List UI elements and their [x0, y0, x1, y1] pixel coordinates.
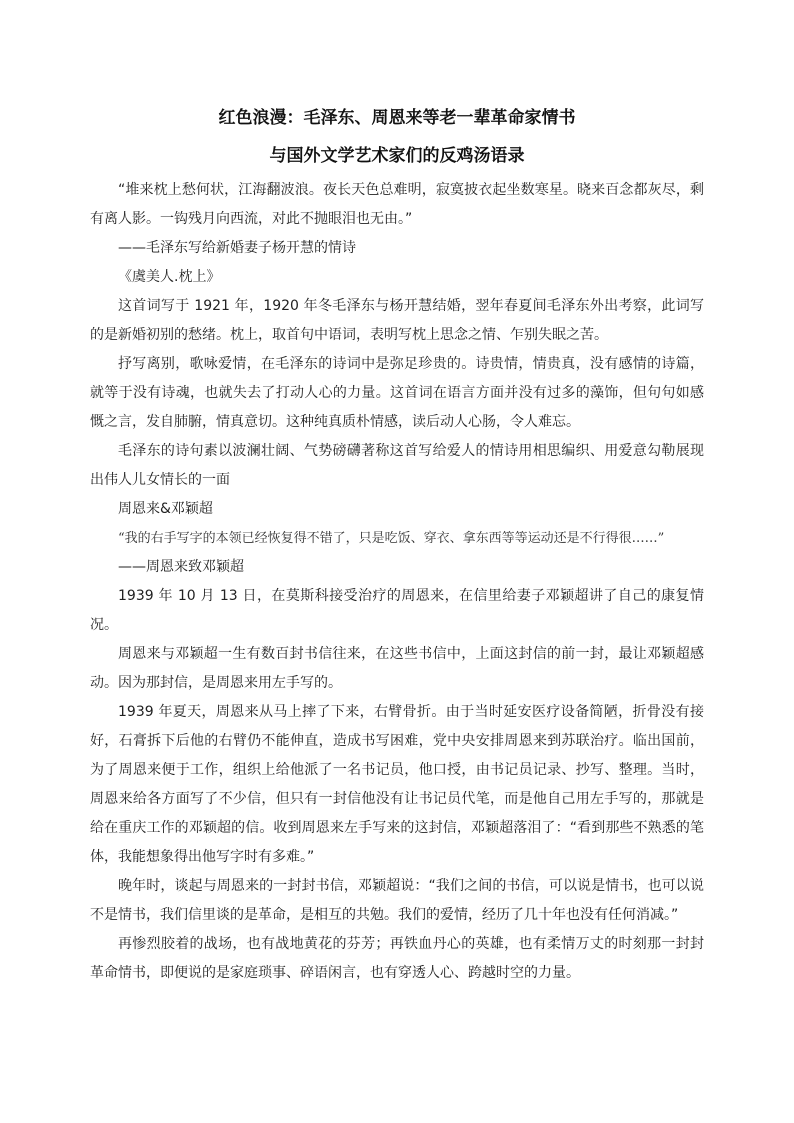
section-heading-zhou-deng: 周恩来&邓颖超 — [118, 501, 213, 517]
document-title-line-2: 与国外文学艺术家们的反鸡汤语录 — [269, 146, 525, 166]
letter-attribution: ——周恩来致邓颖超 — [118, 559, 244, 575]
poem-background-paragraph: 这首词写于 1921 年，1920 年冬毛泽东与杨开慧结婚，翌年春夏间毛泽东外出考察，此词写的是新婚初别的愁绪。枕上，取首句中语词，表明写枕上思念之情、乍别失眠之苦。 — [90, 298, 704, 343]
poem-title: 《虞美人.枕上》 — [118, 269, 221, 285]
document-title-line-1: 红色浪漫：毛泽东、周恩来等老一辈革命家情书 — [218, 108, 576, 128]
letter-date-paragraph: 1939 年 10 月 13 日，在莫斯科接受治疗的周恩来，在信里给妻子邓颖超讲了自己的康复情况。 — [90, 588, 704, 633]
document-body — [90, 176, 704, 988]
later-years-paragraph: 晚年时，谈起与周恩来的一封封书信，邓颖超说：“我们之间的书信，可以说是情书，也可以说不是情书，我们信里谈的是革命，是相互的共勉。我们的爱情，经历了几十年也没有任何消减。” — [90, 878, 704, 923]
letters-history-paragraph: 周恩来与邓颖超一生有数百封书信往来，在这些书信中，上面这封信的前一封，最让邓颖超感动。因为那封信，是周恩来用左手写的。 — [90, 646, 704, 691]
poem-commentary-paragraph: 抒写离别，歌咏爱情，在毛泽东的诗词中是弥足珍贵的。诗贵情，情贵真，没有感情的诗篇，就等于没有诗魂，也就失去了打动人心的力量。这首词在语言方面并没有过多的藻饰，但句句如感慨之言，发自肺腑，情真意切。这种纯真质朴情感，读后动人心肠，令人难忘。 — [90, 356, 704, 430]
poem-quote-paragraph: “堆来枕上愁何状，江海翻波浪。夜长天色总难明，寂寞披衣起坐数寒星。晓来百念都灰尽，剩有离人影。一钩残月向西流，对此不抛眼泪也无由。” — [90, 182, 704, 227]
closing-paragraph: 再惨烈胶着的战场，也有战地黄花的芬芳；再铁血丹心的英雄，也有柔情万丈的时刻那一封封革命情书，即便说的是家庭琐事、碎语闲言，也有穿透人心、跨越时空的力量。 — [90, 936, 704, 981]
left-hand-letter-paragraph: 1939 年夏天，周恩来从马上摔了下来，右臂骨折。由于当时延安医疗设备简陋，折骨没有接好，石膏拆下后他的右臂仍不能伸直，造成书写困难，党中央安排周恩来到苏联治疗。临出国前，为了周恩来便于工作，组织上给他派了一名书记员，他口授，由书记员记录、抄写、整理。当时，周恩来给各方面写了不少信，但只有一封信他没有让书记员代笔，而是他自己用左手写的，那就是给在重庆工作的邓颖超的信。收到周恩来左手写来的这封信，邓颖超落泪了：“看到那些不熟悉的笔体，我能想象得出他写字时有多难。” — [90, 704, 704, 865]
letter-quote-paragraph: “我的右手写字的本领已经恢复得不错了，只是吃饭、穿衣、拿东西等等运动还是不行得很……” — [118, 531, 665, 546]
poem-summary-paragraph: 毛泽东的诗句素以波澜壮阔、气势磅礴著称这首写给爱人的情诗用相思编织、用爱意勾勒展现出伟人儿女情长的一面 — [90, 443, 704, 488]
poem-attribution: ——毛泽东写给新婚妻子杨开慧的情诗 — [118, 240, 356, 256]
